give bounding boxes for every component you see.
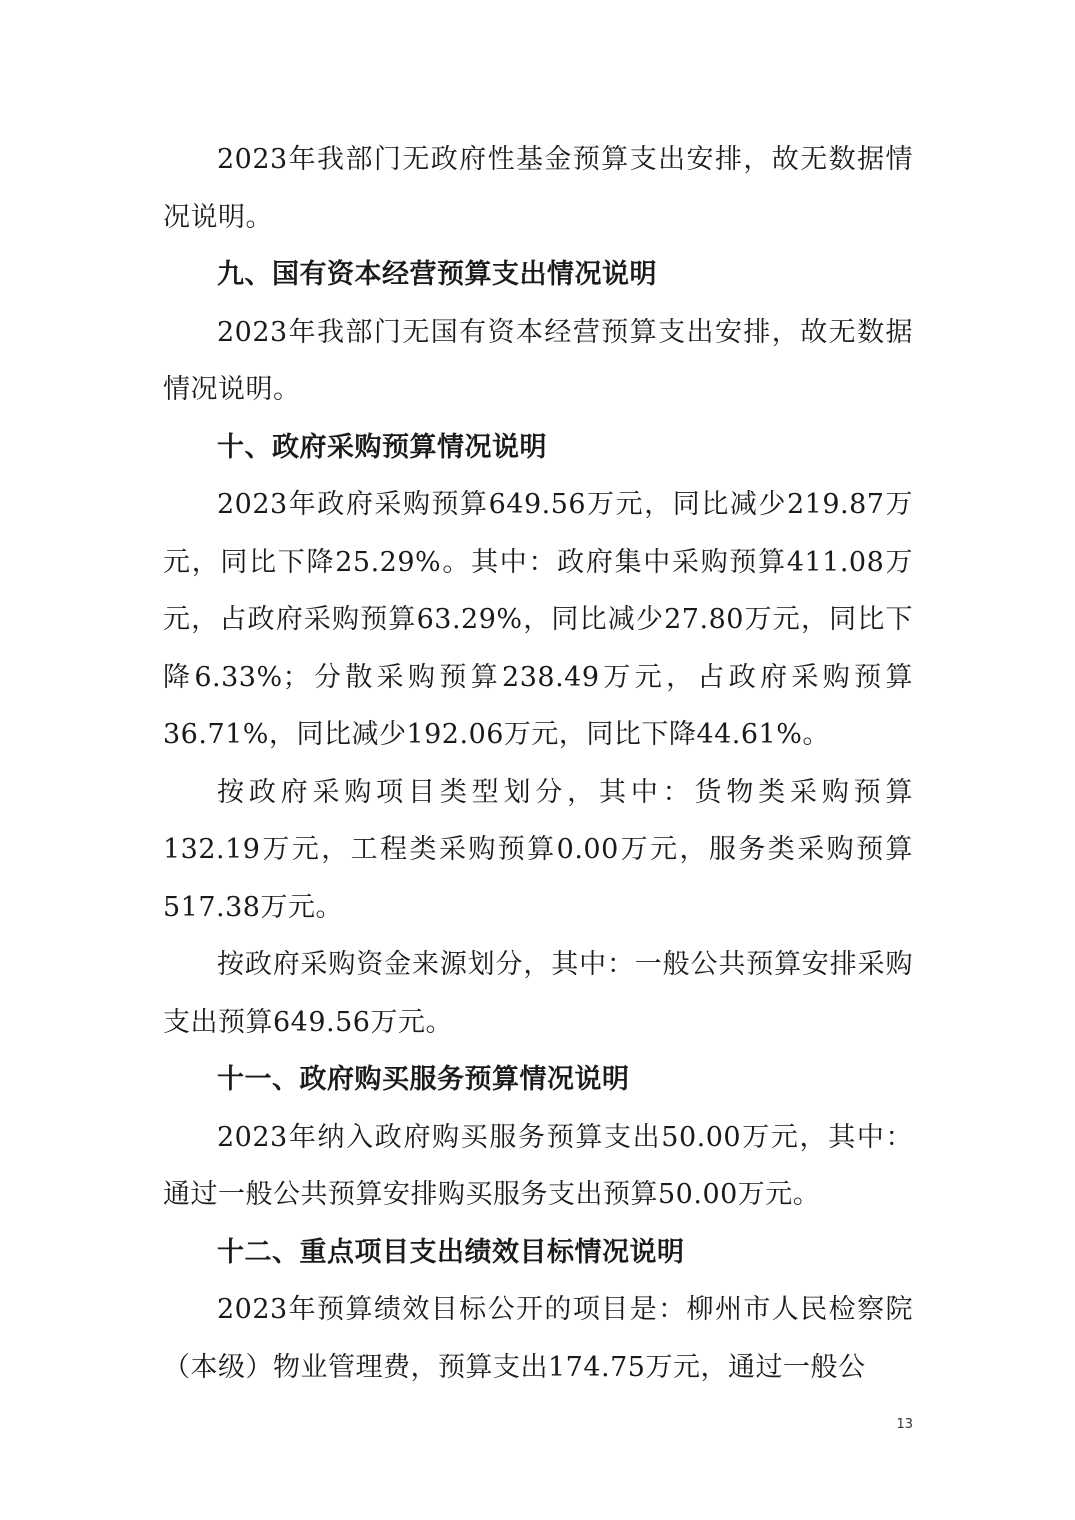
heading-section-11: 十一、政府购买服务预算情况说明 [217, 1064, 630, 1095]
paragraph-purchased-services: 2023年纳入政府购买服务预算支出50.00万元，其中：通过一般公共预算安排购买服务支出预算50.00万元。 [163, 1121, 913, 1210]
paragraph-fund-budget: 2023年我部门无政府性基金预算支出安排，故无数据情况说明。 [163, 144, 913, 233]
document-body [163, 131, 913, 1396]
heading-section-9: 九、国有资本经营预算支出情况说明 [217, 259, 657, 290]
paragraph-state-capital-budget: 2023年我部门无国有资本经营预算支出安排，故无数据情况说明。 [163, 316, 913, 405]
paragraph-procurement-by-source: 按政府采购资金来源划分，其中：一般公共预算安排采购支出预算649.56万元。 [163, 949, 913, 1038]
paragraph-procurement-by-type: 按政府采购项目类型划分，其中：货物类采购预算132.19万元，工程类采购预算0.00万元，服务类采购预算517.38万元。 [163, 776, 913, 923]
heading-section-10: 十、政府采购预算情况说明 [217, 431, 547, 463]
page-number: 13 [896, 1417, 913, 1432]
paragraph-procurement-overview: 2023年政府采购预算649.56万元，同比减少219.87万元，同比下降25.29%。其中：政府集中采购预算411.08万元，占政府采购预算63.29%，同比减少27.80万元，同比下降6.33%；分散采购预算238.49万元，占政府采购预算36.71%，同比减少192.06万元，同比下降44.61%。 [163, 489, 913, 750]
paragraph-performance-goals: 2023年预算绩效目标公开的项目是：柳州市人民检察院（本级）物业管理费，预算支出174.75万元，通过一般公 [163, 1294, 913, 1383]
heading-section-12: 十二、重点项目支出绩效目标情况说明 [217, 1236, 685, 1268]
